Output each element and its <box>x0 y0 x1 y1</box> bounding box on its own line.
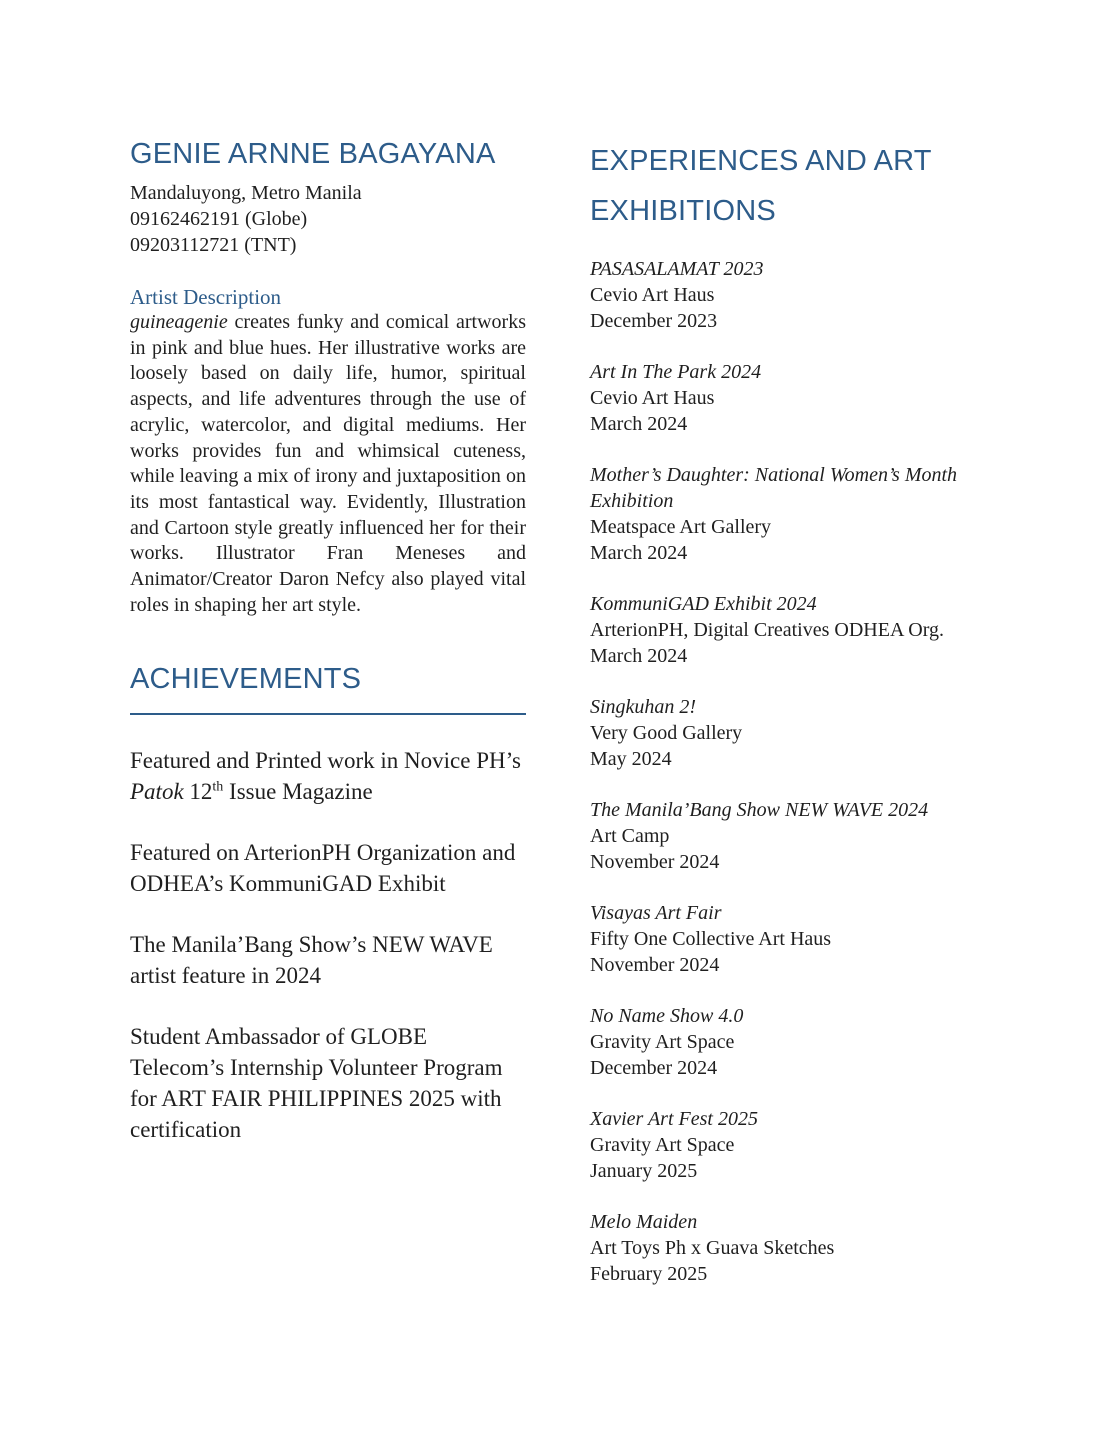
exhibition-entry-10 <box>590 1209 1020 1287</box>
exhibition-venue: Very Good Gallery <box>590 722 743 744</box>
right-column <box>590 136 1020 1312</box>
achievement-1-sup: th <box>212 779 224 795</box>
achievements-heading: ACHIEVEMENTS <box>130 654 526 715</box>
exhibition-venue: Art Camp <box>590 825 670 847</box>
exhibition-venue: Cevio Art Haus <box>590 284 715 306</box>
exhibition-entry-2 <box>590 359 1020 437</box>
achievement-1-mid: 12 <box>183 779 213 805</box>
exhibition-date: January 2025 <box>590 1160 698 1182</box>
exhibition-date: February 2025 <box>590 1263 708 1285</box>
artist-description-text: creates funky and comical artworks in pink and blue hues. Her illustrative works are loosely based on daily life, humor, spiritual aspects, and life adventures through the use of acrylic, watercolor, and digital mediums. Her works provides fun and whimsical cuteness, while leaving a mix of irony and juxtaposition on its most fantastical way. Evidently, Illustration and Cartoon style greatly influenced her for their works. Illustrator Fran Meneses and Animator/Creator Daron Nefcy also played vital roles in shaping her art style. <box>130 311 526 616</box>
exhibition-date: November 2024 <box>590 851 720 873</box>
achievement-item-4: Student Ambassador of GLOBE Telecom’s Internship Volunteer Program for ART FAIR PHILIPPINES 2025 with certification <box>130 1024 503 1143</box>
exhibition-title: Melo Maiden <box>590 1211 698 1233</box>
achievement-item-2: Featured on ArterionPH Organization and ODHEA’s KommuniGAD Exhibit <box>130 840 516 897</box>
left-column <box>130 136 526 1312</box>
exhibition-entry-1 <box>590 256 1020 334</box>
contact-location: Mandaluyong, Metro Manila <box>130 182 362 204</box>
exhibition-title: KommuniGAD Exhibit 2024 <box>590 593 817 615</box>
exhibition-title: Mother’s Daughter: National Women’s Month Exhibition <box>590 464 958 512</box>
exhibition-title: No Name Show 4.0 <box>590 1005 744 1027</box>
achievement-item-1 <box>130 745 526 807</box>
exhibition-entry-4 <box>590 591 1020 669</box>
exhibition-entry-8 <box>590 1003 1020 1081</box>
exhibition-entry-6 <box>590 797 1020 875</box>
exhibition-date: November 2024 <box>590 954 720 976</box>
artist-handle: guineagenie <box>130 311 228 333</box>
exhibition-venue: Fifty One Collective Art Haus <box>590 928 832 950</box>
contact-phone-tnt: 09203112721 (TNT) <box>130 234 297 256</box>
person-name: GENIE ARNNE BAGAYANA <box>130 138 496 170</box>
exhibition-title: PASASALAMAT 2023 <box>590 258 764 280</box>
exhibition-title: Xavier Art Fest 2025 <box>590 1108 758 1130</box>
exhibition-title: Singkuhan 2! <box>590 696 697 718</box>
artist-description-heading: Artist Description <box>130 285 282 309</box>
exhibition-date: March 2024 <box>590 645 688 667</box>
exhibition-date: May 2024 <box>590 748 672 770</box>
exhibition-venue: ArterionPH, Digital Creatives ODHEA Org. <box>590 619 945 641</box>
exhibition-venue: Gravity Art Space <box>590 1134 735 1156</box>
exhibition-date: March 2024 <box>590 413 688 435</box>
exhibition-venue: Art Toys Ph x Guava Sketches <box>590 1237 835 1259</box>
exhibition-venue: Cevio Art Haus <box>590 387 715 409</box>
achievement-1-italic: Patok <box>130 779 184 805</box>
achievement-1-pre: Featured and Printed work in Novice PH’s <box>130 748 521 774</box>
exhibition-venue: Gravity Art Space <box>590 1031 735 1053</box>
exhibition-title: Visayas Art Fair <box>590 902 722 924</box>
exhibition-entry-3 <box>590 462 1020 566</box>
artist-description-paragraph <box>130 310 526 618</box>
exhibition-venue: Meatspace Art Gallery <box>590 516 772 538</box>
exhibition-date: March 2024 <box>590 542 688 564</box>
exhibition-title: The Manila’Bang Show NEW WAVE 2024 <box>590 799 929 821</box>
exhibition-entry-9 <box>590 1106 1020 1184</box>
exhibition-title: Art In The Park 2024 <box>590 361 762 383</box>
contact-block <box>130 180 526 258</box>
exhibition-entry-5 <box>590 694 1020 772</box>
achievement-item-3: The Manila’Bang Show’s NEW WAVE artist feature in 2024 <box>130 932 493 989</box>
experiences-heading: EXPERIENCES AND ART EXHIBITIONS <box>590 145 932 227</box>
contact-phone-globe: 09162462191 (Globe) <box>130 208 308 230</box>
exhibition-entry-7 <box>590 900 1020 978</box>
exhibition-date: December 2024 <box>590 1057 718 1079</box>
exhibition-date: December 2023 <box>590 310 718 332</box>
achievement-1-post: Issue Magazine <box>223 779 373 805</box>
